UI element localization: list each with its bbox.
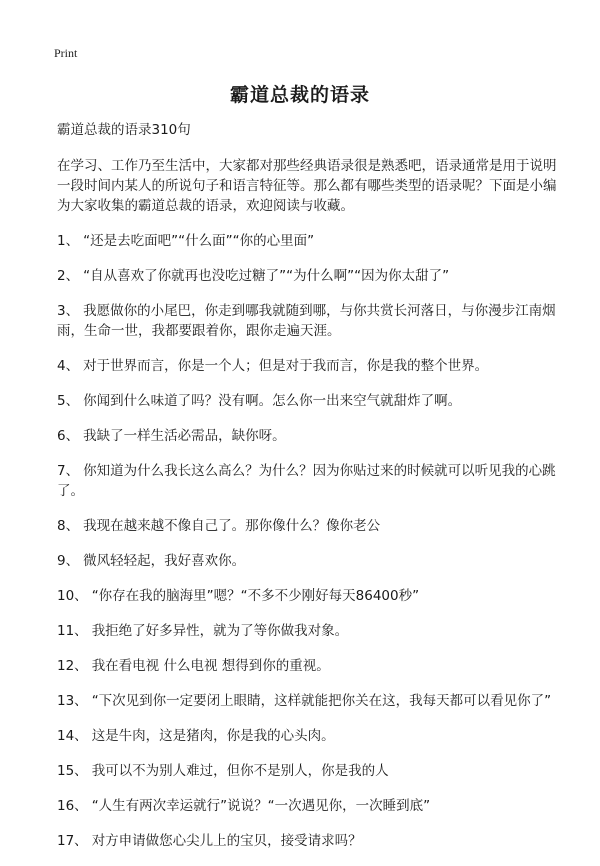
quote-item — [57, 726, 557, 746]
quote-number: 9、 — [57, 553, 80, 569]
quote-text: 我现在越来越不像自己了。那你像什么？像你老公 — [83, 518, 381, 534]
quote-text: 我愿做你的小尾巴，你走到哪我就随到哪，与你共赏长河落日，与你漫步江南烟雨，生命一世，我都要跟着你，跟你走遍天涯。 — [57, 303, 556, 339]
quote-text: “你存在我的脑海里”嗯？“不多不少刚好每天86400秒” — [91, 588, 420, 604]
quote-number: 12、 — [57, 658, 88, 674]
quote-item — [57, 551, 557, 571]
quote-item — [57, 391, 557, 411]
quote-item — [57, 691, 557, 711]
quote-number: 3、 — [57, 303, 80, 319]
quote-list — [57, 231, 557, 851]
quote-text: “人生有两次幸运就行”说说？“一次遇见你，一次睡到底” — [91, 798, 431, 814]
quote-text: 微风轻轻起，我好喜欢你。 — [83, 553, 246, 569]
page-title: 霸道总裁的语录 — [229, 84, 370, 106]
quote-item — [57, 656, 557, 676]
quote-text: “自从喜欢了你就再也没吃过糖了”“为什么啊”“因为你太甜了” — [83, 268, 450, 284]
quote-item — [57, 796, 557, 816]
quote-number: 1、 — [57, 233, 80, 249]
quote-text: 这是牛肉，这是猪肉，你是我的心头肉。 — [91, 728, 335, 744]
quote-number: 4、 — [57, 358, 80, 374]
quote-item — [57, 461, 557, 501]
article-intro: 在学习、工作乃至生活中，大家都对那些经典语录很是熟悉吧，语录通常是用于说明一段时间内某人的所说句子和语言特征等。那么都有哪些类型的语录呢？下面是小编为大家收集的霸道总裁的语录，欢迎阅读与收藏。 — [57, 158, 557, 214]
quote-number: 16、 — [57, 798, 88, 814]
quote-item — [57, 301, 557, 341]
quote-number: 6、 — [57, 428, 80, 444]
quote-text: 我可以不为别人难过，但你不是别人，你是我的人 — [91, 763, 389, 779]
quote-number: 13、 — [57, 693, 88, 709]
article-body — [57, 120, 557, 866]
quote-number: 11、 — [57, 623, 88, 639]
quote-number: 17、 — [57, 833, 88, 849]
quote-item — [57, 266, 557, 286]
quote-item — [57, 356, 557, 376]
quote-number: 2、 — [57, 268, 80, 284]
quote-text: 你知道为什么我长这么高么？为什么？因为你贴过来的时候就可以听见我的心跳了。 — [57, 463, 556, 499]
quote-text: 对于世界而言，你是一个人；但是对于我而言，你是我的整个世界。 — [83, 358, 489, 374]
quote-item — [57, 586, 557, 606]
quote-text: 对方申请做您心尖儿上的宝贝，接受请求吗？ — [91, 833, 362, 849]
quote-text: “还是去吃面吧”“什么面”“你的心里面” — [83, 233, 315, 249]
quote-text: 我在看电视 什么电视 想得到你的重视。 — [91, 658, 330, 674]
quote-number: 7、 — [57, 463, 80, 479]
article-subtitle: 霸道总裁的语录310句 — [57, 122, 191, 138]
quote-item — [57, 761, 557, 781]
quote-text: 你闻到什么味道了吗？没有啊。怎么你一出来空气就甜炸了啊。 — [83, 393, 462, 409]
print-link[interactable]: Print — [54, 46, 78, 60]
quote-text: 我拒绝了好多异性，就为了等你做我对象。 — [91, 623, 349, 639]
quote-item — [57, 621, 557, 641]
quote-item — [57, 831, 557, 851]
quote-text: “下次见到你一定要闭上眼睛，这样就能把你关在这，我每天都可以看见你了” — [91, 693, 552, 709]
quote-text: 我缺了一样生活必需品，缺你呀。 — [83, 428, 286, 444]
quote-number: 14、 — [57, 728, 88, 744]
quote-item — [57, 516, 557, 536]
quote-number: 15、 — [57, 763, 88, 779]
quote-item — [57, 426, 557, 446]
quote-item — [57, 231, 557, 251]
quote-number: 10、 — [57, 588, 88, 604]
quote-number: 5、 — [57, 393, 80, 409]
quote-number: 8、 — [57, 518, 80, 534]
